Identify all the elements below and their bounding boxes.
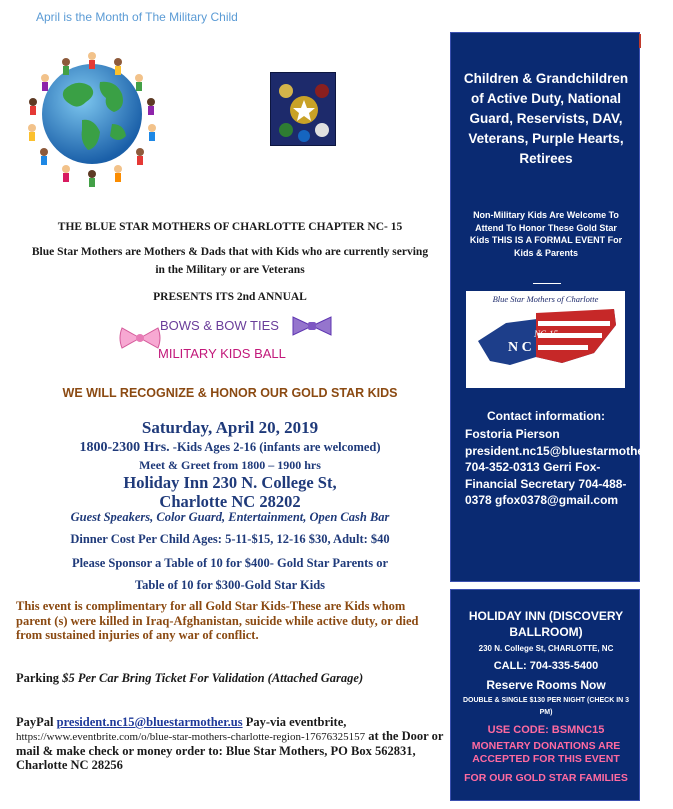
bows-title: BOWS & BOW TIES bbox=[160, 318, 279, 333]
nc15-logo-card bbox=[466, 291, 625, 388]
hotel-heading: HOLIDAY INN (DISCOVERY BALLROOM) bbox=[468, 609, 624, 639]
venue-line-2: Charlotte NC 28202 bbox=[159, 492, 301, 511]
hours-main: 1800-2300 Hrs. bbox=[79, 440, 170, 455]
honor-headline: WE WILL RECOGNIZE & HONOR OUR GOLD STAR KIDS bbox=[62, 386, 398, 400]
hotel-address: 230 N. College St, CHARLOTTE, NC bbox=[478, 644, 614, 653]
bow-tie-icon bbox=[290, 315, 334, 337]
hours-detail: -Kids Ages 2-16 (infants are welcomed) bbox=[169, 440, 381, 454]
divider bbox=[533, 283, 561, 284]
ball-title: MILITARY KIDS BALL bbox=[158, 346, 286, 361]
eventbrite-url[interactable]: https://www.eventbrite.com/o/blue-star-mothers-charlotte-region-17676325157 bbox=[16, 731, 366, 743]
dinner-cost: Dinner Cost Per Child Ages: 5-11-$15, 12-16 $30, Adult: $40 bbox=[70, 532, 390, 546]
hotel-phone: CALL: 704-335-5400 bbox=[493, 660, 599, 672]
hotel-panel bbox=[450, 589, 640, 801]
sponsor-line-2: Table of 10 for $300-Gold Star Kids bbox=[134, 578, 326, 592]
venue-line-1: Holiday Inn 230 N. College St, bbox=[123, 473, 337, 492]
donations-note: MONETARY DONATIONS ARE ACCEPTED FOR THIS EVENT bbox=[471, 740, 621, 765]
payment-info bbox=[16, 715, 446, 772]
presents-line: PRESENTS ITS 2nd ANNUAL bbox=[153, 291, 307, 303]
paypal-mid: Pay-via eventbrite, bbox=[242, 715, 347, 729]
gold-star-families-note: FOR OUR GOLD STAR FAMILIES bbox=[464, 772, 628, 784]
audience-contact-panel bbox=[450, 32, 673, 582]
parking-detail: $5 Per Car Bring Ticket For Validation (Attached Garage) bbox=[62, 671, 364, 685]
audience-subtext: Non-Military Kids Are Welcome To Attend To Honor These Gold Star Kids THIS IS A FORMAL EVENT For Kids & Parents bbox=[469, 210, 623, 258]
parking-note bbox=[16, 671, 440, 686]
military-branches-emblem bbox=[270, 72, 336, 146]
event-date: Saturday, April 20, 2019 bbox=[141, 418, 319, 437]
paypal-label: PayPal bbox=[16, 715, 57, 729]
mission-statement: Blue Star Mothers are Mothers & Dads that with Kids who are currently serving in the Military or are Veterans bbox=[31, 246, 429, 276]
reserve-heading: Reserve Rooms Now bbox=[486, 678, 606, 692]
top-note: April is the Month of The Military Child bbox=[36, 10, 238, 24]
paypal-email-link[interactable]: president.nc15@bluestarmother.us bbox=[56, 715, 243, 729]
mail-instructions: at the Door or mail & make check or money order to: Blue Star Mothers, PO Box 562831, Charlotte NC 28256 bbox=[16, 729, 444, 772]
edge-mark bbox=[639, 34, 641, 48]
booking-code: USE CODE: BSMNC15 bbox=[487, 724, 605, 736]
nc-flag-map-icon bbox=[466, 291, 625, 388]
audience-heading: Children & Grandchildren of Active Duty, National Guard, Reservists, DAV, Veterans, Purple Hearts, Retirees bbox=[463, 71, 629, 166]
event-features: Guest Speakers, Color Guard, Entertainment, Open Cash Bar bbox=[70, 510, 390, 524]
meet-greet: Meet & Greet from 1800 – 1900 hrs bbox=[139, 458, 321, 472]
sponsor-info bbox=[12, 552, 448, 596]
chapter-title: THE BLUE STAR MOTHERS OF CHARLOTTE CHAPTER NC- 15 bbox=[57, 221, 403, 233]
parking-label: Parking bbox=[16, 671, 63, 685]
pink-bow-icon bbox=[118, 326, 162, 352]
nc-letters: N C bbox=[508, 340, 532, 355]
contact-details: Fostoria Pierson president.nc15@bluestarmothers.us 704-352-0313 Gerri Fox-Financial Secretary 704-488-0378 gfox0378@gmail.com bbox=[465, 427, 673, 507]
nc15-logo-label: Blue Star Mothers of Charlotte bbox=[492, 294, 599, 304]
globe-children-image bbox=[12, 38, 172, 188]
room-rate: DOUBLE & SINGLE $130 PER NIGHT (CHECK IN 3 PM) bbox=[462, 697, 630, 716]
event-hours bbox=[12, 440, 448, 456]
venue-address bbox=[12, 473, 448, 511]
sponsor-line-1: Please Sponsor a Table of 10 for $400- Gold Star Parents or bbox=[71, 556, 389, 570]
contact-heading: Contact information: bbox=[487, 409, 605, 423]
nc15-badge: NC-15 bbox=[534, 329, 559, 339]
complimentary-note: This event is complimentary for all Gold Star Kids-These are Kids whom parent (s) were killed in Iraq-Afghanistan, suicide while active duty, or died from sustained injuries of any war of conflict. bbox=[16, 599, 419, 642]
